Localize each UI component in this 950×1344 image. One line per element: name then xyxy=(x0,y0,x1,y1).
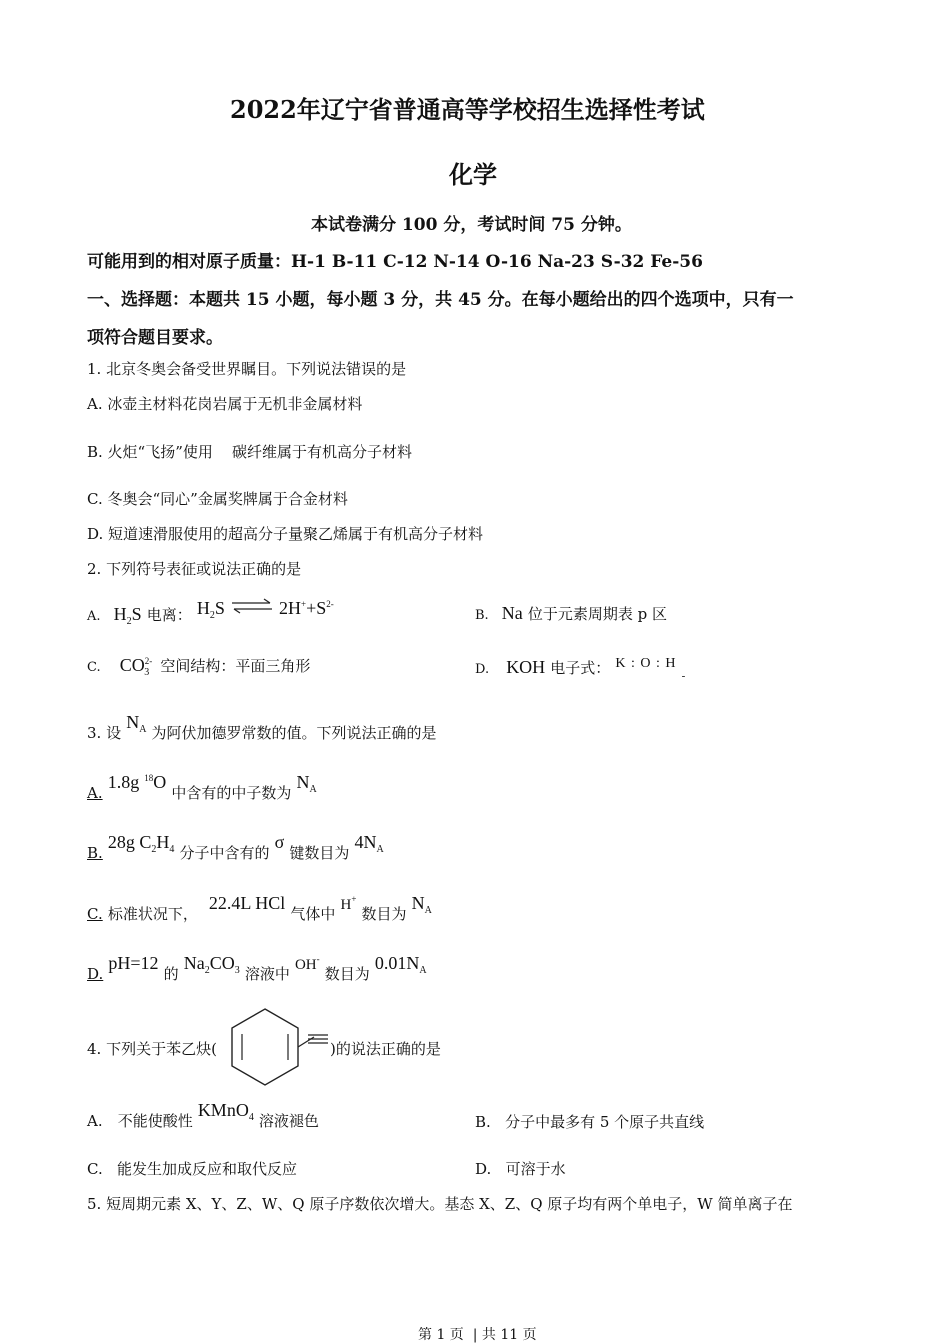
section-heading: 一、选择题：本题共 15 小题，每小题 3 分，共 45 分。在每小题给出的四个选项中，只有一 xyxy=(87,290,794,310)
q3-a-isotope: $^{18}$O xyxy=(144,772,167,792)
exam-info: 本试卷满分 100 分，考试时间 75 分钟。 xyxy=(311,215,632,235)
q3-c-formula: 22.4L HCl xyxy=(208,893,286,913)
q2-a-products: $2H^++S^{2-}$ xyxy=(279,598,334,618)
q2-a-formula: $H_2S$ xyxy=(113,604,142,627)
q4-option-c: C. 能发生加成反应和取代反应 xyxy=(87,1160,298,1178)
q3-b-text2: 键数目为 xyxy=(289,844,350,862)
q3-c-hplus: H+ xyxy=(340,894,357,913)
q3-b-label: B. xyxy=(87,844,103,862)
section-heading-cont: 项符合题目要求。 xyxy=(87,328,223,348)
q1-option-a: A. 冰壶主材料花岗岩属于无机非金属材料 xyxy=(87,395,363,413)
q2-a-label: A. xyxy=(87,609,101,624)
q2-stem: 2. 下列符号表征或说法正确的是 xyxy=(87,560,302,578)
q3-d-oh: OH- xyxy=(294,954,320,973)
q4-option-a xyxy=(87,1100,319,1130)
q4-stem-start: 4. 下列关于苯乙炔( xyxy=(87,1040,217,1058)
q3-b-formula: 28g $C_2H_4$ xyxy=(107,832,175,855)
q3-c-text1: 标准状况下， xyxy=(107,905,198,923)
q4-a-text2: 溶液褪色 xyxy=(258,1112,319,1130)
q1-stem: 1. 北京冬奥会备受世界瞩目。下列说法错误的是 xyxy=(87,360,407,378)
q2-b-text: 位于元素周期表 p 区 xyxy=(527,605,668,623)
q2-a-text: 电离： xyxy=(146,606,192,624)
q3-a-text: 中含有的中子数为 xyxy=(171,784,292,802)
q2-d-label: D. xyxy=(475,662,490,677)
q4-a-label: A. xyxy=(87,1112,103,1130)
q2-d-formula: KOH xyxy=(506,657,546,677)
equilibrium-arrow-icon xyxy=(230,596,274,616)
q2-c-text: 空间结构：平面三角形 xyxy=(160,657,311,675)
q3-d-text3: 数目为 xyxy=(324,965,370,983)
subject-title: 化学 xyxy=(449,160,497,189)
q2-a-equation: $H_2S$ xyxy=(196,598,225,621)
q3-option-b xyxy=(87,832,384,862)
q3-d-ph: pH=12 xyxy=(108,953,159,973)
q2-b-formula: Na xyxy=(501,603,523,623)
q3-d-result: $0.01N_A$ xyxy=(374,953,427,976)
page-footer: 第 1 页 | 共 11 页 xyxy=(418,1327,537,1343)
q2-b-label: B. xyxy=(475,608,489,623)
q3-d-formula: $Na_2CO_3$ xyxy=(183,953,240,976)
atomic-masses: 可能用到的相对原子质量：H-1 B-11 C-12 N-14 O-16 Na-23 S-32 Fe-56 xyxy=(87,252,703,272)
q2-c-label: C. xyxy=(87,660,101,675)
q3-option-c xyxy=(87,893,432,923)
q4-a-text1: 不能使酸性 xyxy=(117,1112,193,1130)
q3-a-mass: 1.8g xyxy=(107,772,140,792)
q3-na: $N_A$ xyxy=(126,712,147,735)
q3-b-result: $4N_A$ xyxy=(354,832,384,855)
q2-c-formula: $CO^{2-}_3$ xyxy=(119,655,153,678)
q3-d-label: D. xyxy=(87,965,104,983)
q3-stem xyxy=(87,712,437,742)
q3-b-text: 分子中含有的 xyxy=(179,844,270,862)
q3-b-sigma: σ xyxy=(274,832,285,852)
q2-option-b xyxy=(475,603,667,624)
q4-a-formula: KMnO$_4$ xyxy=(197,1100,254,1123)
q2-d-electron-formula: K : O : H xyxy=(615,656,677,671)
q4-option-d: D. 可溶于水 xyxy=(475,1160,566,1178)
q2-d-minus: - xyxy=(681,670,686,682)
q3-d-text1: 的 xyxy=(163,965,179,983)
q5-stem: 5. 短周期元素 X、Y、Z、W、Q 原子序数依次增大。基态 X、Z、Q 原子均有两个单电子，W 简单离子在 xyxy=(87,1195,793,1213)
q1-option-c: C. 冬奥会“同心”金属奖牌属于合金材料 xyxy=(87,490,348,508)
q2-option-a xyxy=(87,596,334,627)
q3-prefix: 3. 设 xyxy=(87,724,122,742)
q3-d-text2: 溶液中 xyxy=(244,965,290,983)
q2-option-d xyxy=(475,656,686,682)
q2-option-c xyxy=(87,655,310,678)
q3-c-result: $N_A$ xyxy=(411,893,432,916)
q3-option-a xyxy=(87,772,317,802)
q1-option-b: B. 火炬“飞扬”使用 碳纤维属于有机高分子材料 xyxy=(87,443,412,461)
phenylacetylene-structure-icon xyxy=(222,1004,332,1090)
q3-stem-rest: 为阿伏加德罗常数的值。下列说法正确的是 xyxy=(151,724,437,742)
q3-c-label: C. xyxy=(87,905,103,923)
q1-option-d: D. 短道速滑服使用的超高分子量聚乙烯属于有机高分子材料 xyxy=(87,525,484,543)
q3-option-d xyxy=(87,953,427,983)
q4-stem-end: )的说法正确的是 xyxy=(330,1040,441,1058)
q3-c-text3: 数目为 xyxy=(361,905,407,923)
q3-a-label: A. xyxy=(87,784,103,802)
q3-c-text2: 气体中 xyxy=(290,905,336,923)
q2-d-text: 电子式： xyxy=(550,659,611,677)
exam-title: 2022年辽宁省普通高等学校招生选择性考试 xyxy=(230,95,705,124)
q4-option-b: B. 分子中最多有 5 个原子共直线 xyxy=(475,1113,705,1131)
q3-a-result: $N_A$ xyxy=(296,772,317,795)
